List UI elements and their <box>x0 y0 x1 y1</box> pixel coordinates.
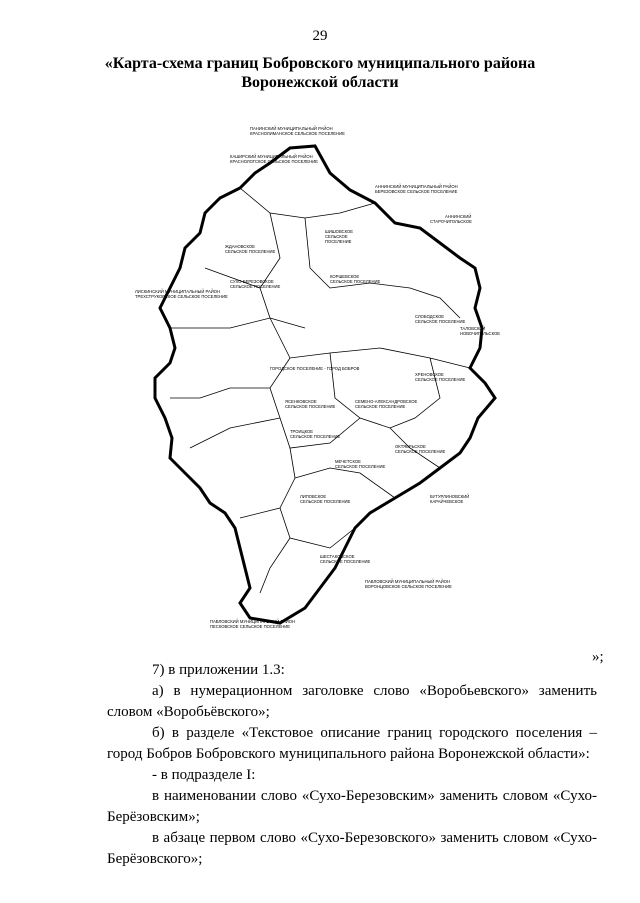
svg-text:ЛИПОВСКОЕ: ЛИПОВСКОЕ <box>300 494 327 499</box>
svg-text:СЕЛЬСКОЕ ПОСЕЛЕНИЕ: СЕЛЬСКОЕ ПОСЕЛЕНИЕ <box>290 434 341 439</box>
svg-text:ОКТЯБРЬСКОЕ: ОКТЯБРЬСКОЕ <box>395 444 426 449</box>
paragraph: в наименовании слово «Сухо-Березовским» заменить словом «Сухо-Берёзовским»; <box>107 788 597 825</box>
paragraph: в абзаце первом слово «Сухо-Березовского» заменить словом «Сухо-Берёзовского»; <box>107 830 597 867</box>
svg-text:БУТУРЛИНОВСКИЙ: БУТУРЛИНОВСКИЙ <box>430 494 470 499</box>
svg-text:ШИШОВСКОЕ: ШИШОВСКОЕ <box>325 229 354 234</box>
svg-text:ТРОИЦКОЕ: ТРОИЦКОЕ <box>290 429 314 434</box>
svg-text:СЕЛЬСКОЕ ПОСЕЛЕНИЕ: СЕЛЬСКОЕ ПОСЕЛЕНИЕ <box>225 249 276 254</box>
svg-text:СУХО-БЕРЕЗОВСКОЕ: СУХО-БЕРЕЗОВСКОЕ <box>230 279 274 284</box>
paragraph: - в подразделе I: <box>152 767 256 783</box>
svg-text:ХРЕНОВСКОЕ: ХРЕНОВСКОЕ <box>415 372 444 377</box>
svg-text:КРАСНОЛОГСКОЕ СЕЛЬСКОЕ ПОСЕЛЕН: КРАСНОЛОГСКОЕ СЕЛЬСКОЕ ПОСЕЛЕНИЕ <box>230 159 318 164</box>
svg-text:КОРШЕВСКОЕ: КОРШЕВСКОЕ <box>330 274 360 279</box>
svg-text:АННИНСКИЙ: АННИНСКИЙ <box>445 214 472 219</box>
svg-text:ТАЛОВСКИЙ: ТАЛОВСКИЙ <box>460 326 486 331</box>
svg-text:СТАРОЧИГОЛЬСКОЕ: СТАРОЧИГОЛЬСКОЕ <box>430 219 472 224</box>
svg-text:ПЕСКОВСКОЕ СЕЛЬСКОЕ ПОСЕЛЕНИЕ: ПЕСКОВСКОЕ СЕЛЬСКОЕ ПОСЕЛЕНИЕ <box>210 624 291 629</box>
svg-text:ГОРОДСКОЕ ПОСЕЛЕНИЕ - ГОРОД БО: ГОРОДСКОЕ ПОСЕЛЕНИЕ - ГОРОД БОБРОВ <box>270 366 360 371</box>
svg-text:ПАВЛОВСКИЙ МУНИЦИПАЛЬНЫЙ РАЙОН: ПАВЛОВСКИЙ МУНИЦИПАЛЬНЫЙ РАЙОН <box>365 579 451 584</box>
svg-text:СЕЛЬСКОЕ ПОСЕЛЕНИЕ: СЕЛЬСКОЕ ПОСЕЛЕНИЕ <box>230 284 281 289</box>
amendment-text <box>107 660 597 870</box>
svg-text:НОВОЧИГОЛЬСКОЕ: НОВОЧИГОЛЬСКОЕ <box>460 331 500 336</box>
svg-text:ТРЕХСТРУКОВСКОЕ СЕЛЬСКОЕ ПОСЕЛ: ТРЕХСТРУКОВСКОЕ СЕЛЬСКОЕ ПОСЕЛЕНИЕ <box>135 294 228 299</box>
svg-text:КРАСНОЛИМАНСКОЕ СЕЛЬСКОЕ ПОСЕЛ: КРАСНОЛИМАНСКОЕ СЕЛЬСКОЕ ПОСЕЛЕНИЕ <box>250 131 345 136</box>
svg-text:МЕЧЕТСКОЕ: МЕЧЕТСКОЕ <box>335 459 361 464</box>
svg-text:ПАНИНСКИЙ МУНИЦИПАЛЬНЫЙ РАЙОН: ПАНИНСКИЙ МУНИЦИПАЛЬНЫЙ РАЙОН <box>250 126 333 131</box>
svg-text:ПАВЛОВСКИЙ МУНИЦИПАЛЬНЫЙ РАЙОН: ПАВЛОВСКИЙ МУНИЦИПАЛЬНЫЙ РАЙОН <box>210 619 296 624</box>
svg-text:СЕМЕНО-АЛЕКСАНДРОВСКОЕ: СЕМЕНО-АЛЕКСАНДРОВСКОЕ <box>355 399 418 404</box>
closing-quote: »; <box>592 649 604 665</box>
title-line-1: «Карта-схема границ Бобровского муниципального района <box>104 55 536 72</box>
paragraph: а) в нумерационном заголовке слово «Воробьевского» заменить словом «Воробьёвского»; <box>107 683 597 720</box>
svg-text:ВОРОНЦОВСКОЕ СЕЛЬСКОЕ ПОСЕЛЕНИ: ВОРОНЦОВСКОЕ СЕЛЬСКОЕ ПОСЕЛЕНИЕ <box>365 584 452 589</box>
svg-text:СЛОБОДСКОЕ: СЛОБОДСКОЕ <box>415 314 445 319</box>
svg-text:СЕЛЬСКОЕ ПОСЕЛЕНИЕ: СЕЛЬСКОЕ ПОСЕЛЕНИЕ <box>335 464 386 469</box>
svg-text:СЕЛЬСКОЕ ПОСЕЛЕНИЕ: СЕЛЬСКОЕ ПОСЕЛЕНИЕ <box>355 404 406 409</box>
svg-text:СЕЛЬСКОЕ ПОСЕЛЕНИЕ: СЕЛЬСКОЕ ПОСЕЛЕНИЕ <box>300 499 351 504</box>
document-title <box>60 54 580 92</box>
svg-text:ЛИСКИНСКИЙ МУНИЦИПАЛЬНЫЙ РАЙОН: ЛИСКИНСКИЙ МУНИЦИПАЛЬНЫЙ РАЙОН <box>135 289 221 294</box>
boundary-map-svg <box>130 118 500 646</box>
svg-text:СЕЛЬСКОЕ ПОСЕЛЕНИЕ: СЕЛЬСКОЕ ПОСЕЛЕНИЕ <box>320 559 371 564</box>
svg-text:ШЕСТАКОВСКОЕ: ШЕСТАКОВСКОЕ <box>320 554 355 559</box>
svg-text:СЕЛЬСКОЕ: СЕЛЬСКОЕ <box>325 234 348 239</box>
title-line-2: Воронежской области <box>241 74 399 91</box>
svg-text:ЖДАНОВСКОЕ: ЖДАНОВСКОЕ <box>225 244 255 249</box>
svg-text:СЕЛЬСКОЕ ПОСЕЛЕНИЕ: СЕЛЬСКОЕ ПОСЕЛЕНИЕ <box>395 449 446 454</box>
boundary-map <box>130 118 500 646</box>
svg-text:СЕЛЬСКОЕ ПОСЕЛЕНИЕ: СЕЛЬСКОЕ ПОСЕЛЕНИЕ <box>415 377 466 382</box>
svg-text:СЕЛЬСКОЕ ПОСЕЛЕНИЕ: СЕЛЬСКОЕ ПОСЕЛЕНИЕ <box>285 404 336 409</box>
svg-text:КАРАЙЧЕВСКОЕ: КАРАЙЧЕВСКОЕ <box>430 499 464 504</box>
svg-text:ПОСЕЛЕНИЕ: ПОСЕЛЕНИЕ <box>325 239 352 244</box>
map-labels <box>135 126 500 629</box>
svg-text:АННИНСКИЙ МУНИЦИПАЛЬНЫЙ РАЙОН: АННИНСКИЙ МУНИЦИПАЛЬНЫЙ РАЙОН <box>375 184 458 189</box>
svg-text:КАШИРСКИЙ МУНИЦИПАЛЬНЫЙ РАЙОН: КАШИРСКИЙ МУНИЦИПАЛЬНЫЙ РАЙОН <box>230 154 313 159</box>
paragraph: 7) в приложении 1.3: <box>152 662 285 678</box>
svg-text:СЕЛЬСКОЕ ПОСЕЛЕНИЕ: СЕЛЬСКОЕ ПОСЕЛЕНИЕ <box>330 279 381 284</box>
svg-text:ЯСЕНКОВСКОЕ: ЯСЕНКОВСКОЕ <box>285 399 317 404</box>
svg-text:БЕРЕЗОВСКОЕ СЕЛЬСКОЕ ПОСЕЛЕНИЕ: БЕРЕЗОВСКОЕ СЕЛЬСКОЕ ПОСЕЛЕНИЕ <box>375 189 458 194</box>
paragraph: б) в разделе «Текстовое описание границ городского поселения – город Бобров Бобровского муниципального района Воронежской области»: <box>107 725 597 762</box>
district-boundary <box>155 146 495 623</box>
page-number: 29 <box>312 28 328 44</box>
svg-text:СЕЛЬСКОЕ ПОСЕЛЕНИЕ: СЕЛЬСКОЕ ПОСЕЛЕНИЕ <box>415 319 466 324</box>
